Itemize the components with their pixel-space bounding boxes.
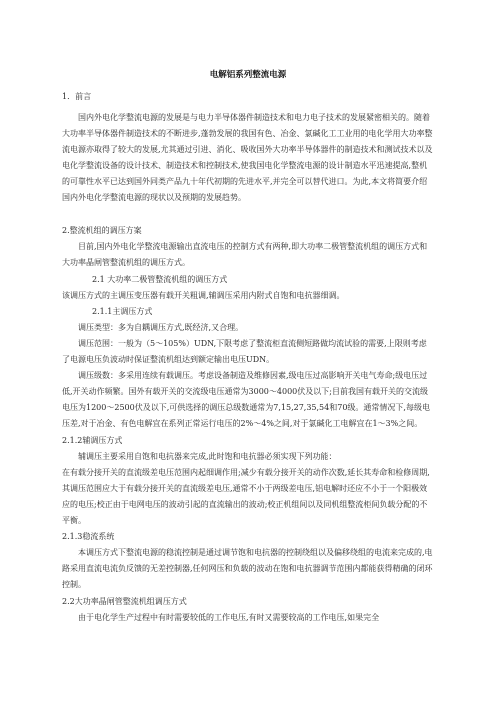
section-2-1-1-type: 调压类型：多为自耦调压方式,既经济,又合理。 — [78, 323, 244, 332]
section-2-heading: 2.整流机组的调压方案 — [62, 226, 142, 235]
section-2-1-2-paragraph: 在有载分接开关的直流级差电压范围内起细调作用;减少有载分接开关的动作次数,延长其寿命和检修周期,其调压范围应大于有载分接开关的直流级差电压,通常不小于两级差电压,铝电解时还应不小于一个阳极效应的电压;校正由于电网电压的波动引起的直流输出的波动;校正机组间以及同机组整流柜间负载分配的不平衡。 — [62, 468, 430, 526]
section-2-1-1-range: 调压范围：一般为（5～105%）UDN,下限考虑了整流柜直流侧短路做均流试验的需要,上限则考虑了电源电压负波动时保证整流机组达到额定输出电压UDN。 — [62, 339, 427, 365]
section-1-paragraph: 国内外电化学整流电源的发展是与电力半导体器件制造技术和电力电子技术的发展紧密相关的。随着大功率半导体器件制造技术的不断进步,蓬勃发展的我国有色、冶金、氯碱化工工业用的电化学用大功率整流电源亦取得了较大的发展,尤其通过引进、消化、吸收国外大功率半导体器件的制造技术和测试技术以及电化学整流设备的设计技术、制造技术和控制技术,使我国电化学整流电源的设计制造水平迅速提高,整机的可靠性水平已达到国外同类产品九十年代初期的先进水平,并完全可以替代进口。为此,本文将简要介绍国内外电化学整流电源的现状以及预期的发展趋势。 — [62, 113, 433, 203]
section-2-1-paragraph: 该调压方式的主调压变压器有载开关粗调,辅调压采用内附式自饱和电抗器细调。 — [62, 291, 345, 300]
section-2-1-1-steps: 调压级数：多采用连续有载调压。考虑设备制造及维修因素,级电压过高影响开关电气寿命;级电压过低,开关动作频繁。国外有载开关的交流级电压通常为3000～4000伏及以下;目前我国有载开关的交流级电压为1200～2500伏及以下,可供选择的调压总级数通常为7,15,27,35,54和70级。通常情况下,每级电压差,对于冶金、有色电解宜在系列正常运行电压的2%～4%之间,对于氯碱化工电解宜在1～3%之间。 — [62, 371, 430, 429]
section-2-1-heading: 2.1 大功率二极管整流机组的调压方式 — [92, 275, 228, 284]
section-2-2-heading: 2.2大功率晶闸管整流机组调压方式 — [62, 597, 187, 606]
section-2-2-paragraph: 由于电化学生产过程中有时需要较低的工作电压,有时又需要较高的工作电压,如果完全 — [78, 613, 380, 622]
section-2-1-1-heading: 2.1.1主调压方式 — [92, 307, 153, 316]
section-1-heading: 1．前言 — [62, 92, 92, 101]
section-2-1-2-intro: 辅调压主要采用自饱和电抗器来完成,此时饱和电抗器必须实现下列功能： — [78, 452, 337, 461]
page-title: 电解铝系列整流电源 — [209, 70, 287, 80]
section-2-1-2-heading: 2.1.2辅调压方式 — [62, 436, 123, 445]
section-2-1-3-heading: 2.1.3稳流系统 — [62, 532, 115, 541]
section-2-1-3-paragraph: 本调压方式下整流电源的稳流控制是通过调节饱和电抗器的控制绕组以及偏移绕组的电流来完成的,电路采用直流电流负反馈的无差控制器,任何网压和负载的波动在饱和电抗器调节范围内都能获得精确的闭环控制。 — [62, 548, 433, 590]
section-2-paragraph: 目前,国内外电化学整流电源输出直流电压的控制方式有两种,即大功率二极管整流机组的调压方式和大功率晶闸管整流机组的调压方式。 — [62, 242, 428, 268]
